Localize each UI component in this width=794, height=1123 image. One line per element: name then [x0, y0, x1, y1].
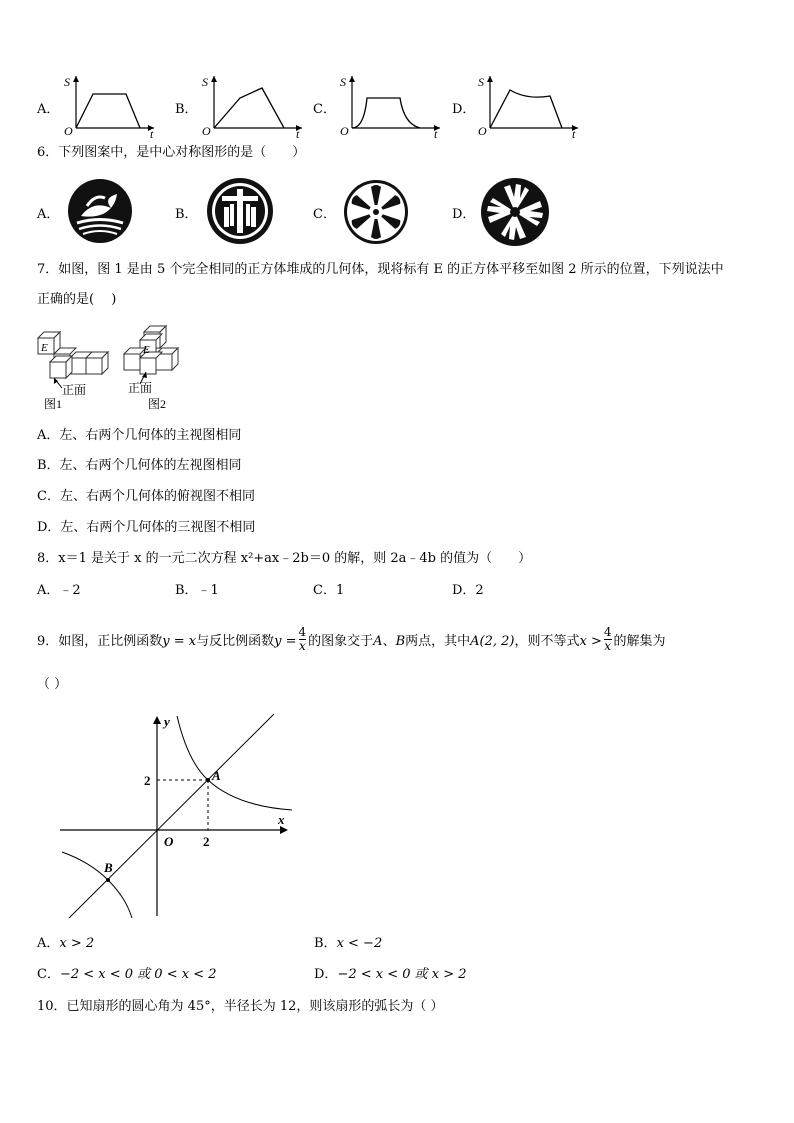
q5-d-t-label: t — [572, 127, 576, 138]
q5-option-c-label[interactable]: C． — [313, 102, 336, 117]
q9-ineq-lhs: x > — [579, 634, 602, 649]
q7-fig2-front-label: 正面 — [128, 381, 153, 395]
q9-option-d-label: D． — [314, 967, 338, 982]
q9-stem-mid2: 的图象交于 — [308, 634, 374, 649]
q7-fig2-e-label: E — [143, 344, 150, 356]
q9-stem — [37, 625, 666, 655]
q7-fig1-caption: 图1 — [44, 397, 63, 411]
q7-option-c[interactable]: C．左、右两个几何体的俯视图不相同 — [37, 489, 255, 504]
q5-a-s-label: S — [64, 75, 70, 89]
q8-option-c[interactable]: C．1 — [313, 583, 345, 598]
q9-graph-y-label: y — [164, 714, 170, 729]
q7-fig1-front-label: 正面 — [62, 383, 87, 397]
q5-b-s-label: S — [202, 75, 208, 89]
q9-option-a-expr: x > 2 — [59, 936, 95, 951]
q9-point-coord: A(2, 2) — [470, 634, 515, 649]
q9-option-c[interactable] — [37, 966, 217, 984]
q9-graph-tick-x: 2 — [203, 834, 210, 849]
q7-cube-figures — [36, 324, 194, 412]
q9-option-c-expr: −2 < x < 0 或 0 < x < 2 — [59, 967, 217, 982]
q5-c-t-label: t — [434, 127, 438, 138]
q7-option-d[interactable]: D．左、右两个几何体的三视图不相同 — [37, 520, 256, 535]
q9-hyperbola-branch-1 — [177, 716, 292, 810]
q5-d-s-label: S — [478, 75, 484, 89]
q9-point-a-dot — [206, 778, 210, 782]
q9-hyperbola-branch-2 — [62, 852, 132, 918]
q9-option-b-label: B． — [314, 936, 337, 951]
q5-option-b-label[interactable]: B． — [175, 102, 198, 117]
q5-option-d-label[interactable]: D． — [452, 102, 476, 117]
q9-option-b[interactable] — [314, 935, 382, 953]
q5-b-t-label: t — [296, 127, 300, 138]
q9-option-d-expr: −2 < x < 0 或 x > 2 — [337, 967, 467, 982]
q7-fig2-caption: 图2 — [148, 397, 167, 411]
q6-option-a-label[interactable]: A． — [37, 207, 60, 222]
q9-point-b-dot — [106, 878, 110, 882]
q9-frac2-den: x — [604, 639, 612, 653]
q5-d-o-label: O — [478, 124, 487, 138]
q9-frac2-num: 4 — [603, 625, 612, 639]
q9-line-y-eq-x — [62, 714, 274, 918]
q9-stem-mid3: 两点，其中 — [405, 634, 471, 649]
q8-option-b[interactable]: B．﹣1 — [175, 583, 219, 598]
q5-c-o-label: O — [340, 124, 349, 138]
q5-b-o-label: O — [202, 124, 211, 138]
q6-emblem-a-icon — [67, 178, 133, 244]
q5-graph-d — [472, 72, 584, 138]
q9-point-a: A — [373, 634, 383, 649]
q9-graph-origin-label: O — [164, 834, 174, 849]
q9-frac1-den: x — [298, 639, 306, 653]
q9-graph — [60, 712, 300, 918]
q9-graph-label-a: A — [212, 768, 221, 783]
q8-stem: 8．x＝1 是关于 x 的一元二次方程 x²+ax﹣2b＝0 的解，则 2a﹣4b 的值为（ ） — [37, 551, 532, 566]
q7-stem-line2: 正确的是( ) — [37, 292, 117, 307]
q9-option-a[interactable] — [37, 935, 94, 953]
q8-option-a[interactable]: A．﹣2 — [37, 583, 81, 598]
q9-frac1-num: 4 — [298, 625, 307, 639]
q5-graph-a — [58, 72, 158, 138]
q6-emblem-b-icon — [206, 177, 274, 245]
q5-graph-b — [196, 72, 306, 138]
q9-fraction-2 — [604, 626, 612, 653]
q9-fraction-1 — [299, 626, 307, 653]
q9-graph-tick-y: 2 — [144, 773, 151, 788]
q6-stem: 6．下列图案中，是中心对称图形的是（ ） — [37, 145, 306, 160]
q6-option-b-label[interactable]: B． — [175, 207, 198, 222]
q7-stem-line1: 7．如图，图 1 是由 5 个完全相同的正方体堆成的几何体，现将标有 E 的正方体平移至如图 2 所示的位置，下列说法中 — [37, 262, 724, 277]
q9-option-b-expr: x < −2 — [336, 936, 383, 951]
q9-point-b: B — [395, 634, 406, 649]
q9-option-d[interactable] — [314, 966, 467, 984]
q7-figure-2 — [124, 326, 178, 374]
q9-paren: （ ） — [37, 677, 68, 692]
q9-stem-suffix: 的解集为 — [613, 634, 666, 649]
q5-a-o-label: O — [64, 124, 73, 138]
q10-stem: 10．已知扇形的圆心角为 45°，半径长为 12，则该扇形的弧长为（ ） — [37, 999, 444, 1014]
q5-option-a-label[interactable]: A． — [37, 102, 60, 117]
q5-a-t-label: t — [150, 127, 154, 138]
q9-option-c-label: C． — [37, 967, 60, 982]
q8-option-d[interactable]: D．2 — [452, 583, 484, 598]
q5-graph-c — [334, 72, 444, 138]
q9-graph-x-label: x — [278, 812, 285, 827]
q7-fig1-e-label: E — [41, 342, 48, 354]
q9-func2-lhs: y = — [274, 634, 297, 649]
q9-func1: y = x — [162, 634, 197, 649]
q9-graph-label-b: B — [104, 860, 113, 875]
q6-emblem-d-icon — [480, 177, 550, 247]
q7-figure-1 — [38, 332, 108, 378]
q9-option-a-label: A． — [37, 936, 60, 951]
q6-emblem-c-icon — [343, 179, 409, 245]
q9-sep: 、 — [382, 634, 396, 649]
q7-option-b[interactable]: B．左、右两个几何体的左视图相同 — [37, 458, 242, 473]
q6-option-d-label[interactable]: D． — [452, 207, 476, 222]
q9-stem-mid4: ，则不等式 — [514, 634, 580, 649]
q5-c-s-label: S — [340, 75, 346, 89]
q9-stem-prefix: 9．如图，正比例函数 — [37, 634, 163, 649]
q6-option-c-label[interactable]: C． — [313, 207, 336, 222]
q9-stem-mid1: 与反比例函数 — [196, 634, 275, 649]
q7-option-a[interactable]: A．左、右两个几何体的主视图相同 — [37, 428, 242, 443]
